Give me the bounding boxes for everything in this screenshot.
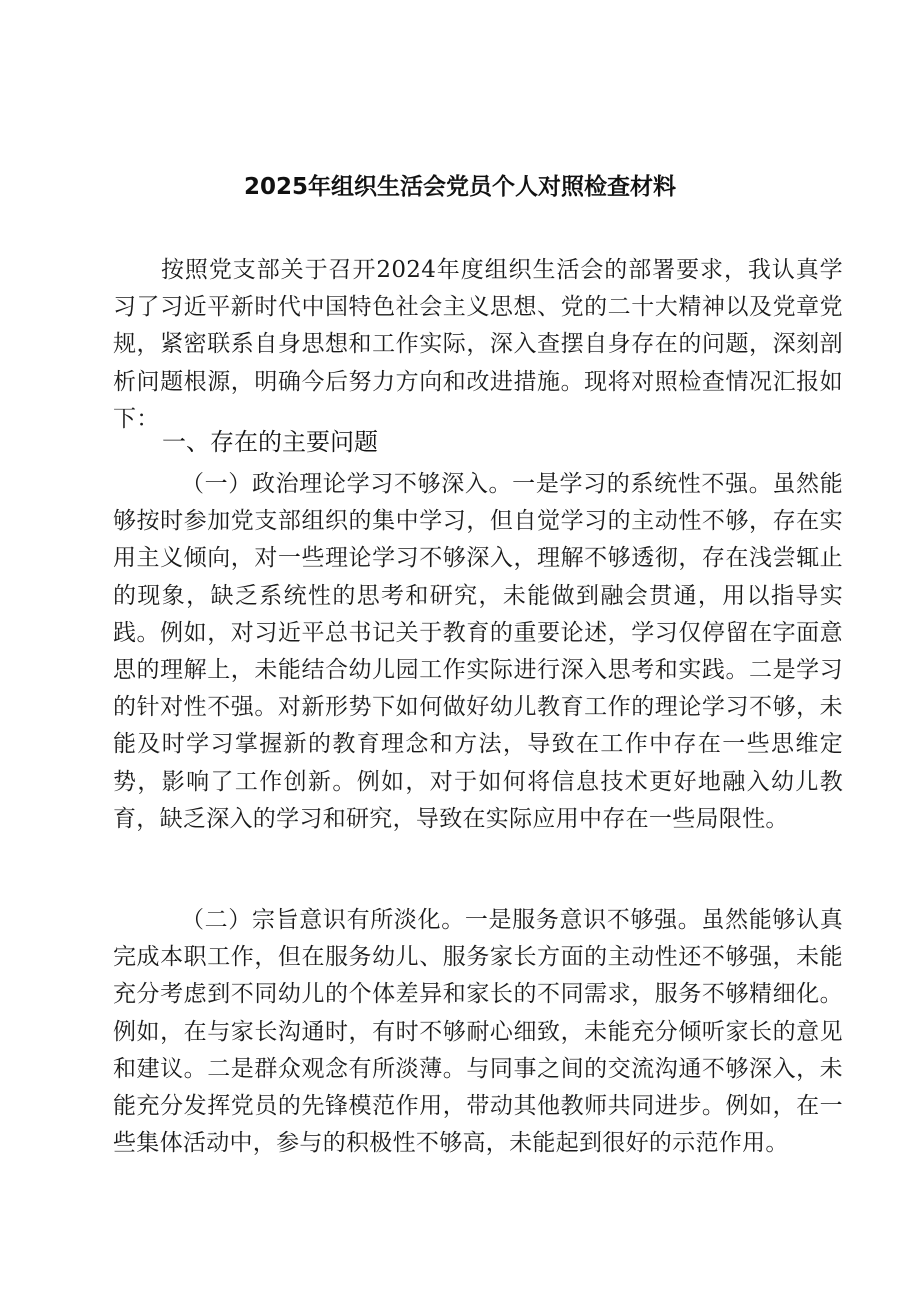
document-title: 2025年组织生活会党员个人对照检查材料 <box>243 174 676 200</box>
section-heading: 一、存在的主要问题 <box>162 428 378 456</box>
intro-paragraph: 按照党支部关于召开2024年度组织生活会的部署要求，我认真学习了习近平新时代中国特色社会主义思想、党的二十大精神以及党章党规，紧密联系自身思想和工作实际，深入查摆自身存在的问题，深刻剖析问题根源，明确今后努力方向和改进措施。现将对照检查情况汇报如下： <box>113 257 843 432</box>
paragraph-service-awareness: （二）宗旨意识有所淡化。一是服务意识不够强。虽然能够认真完成本职工作，但在服务幼儿、服务家长方面的主动性还不够强，未能充分考虑到不同幼儿的个体差异和家长的不同需求，服务不够精细化。例如，在与家长沟通时，有时不够耐心细致，未能充分倾听家长的意见和建议。二是群众观念有所淡薄。与同事之间的交流沟通不够深入，未能充分发挥党员的先锋模范作用，带动其他教师共同进步。例如，在一些集体活动中，参与的积极性不够高，未能起到很好的示范作用。 <box>113 907 843 1157</box>
paragraph-political-study: （一）政治理论学习不够深入。一是学习的系统性不强。虽然能够按时参加党支部组织的集中学习，但自觉学习的主动性不够，存在实用主义倾向，对一些理论学习不够深入，理解不够透彻，存在浅尝辄止的现象，缺乏系统性的思考和研究，未能做到融会贯通，用以指导实践。例如，对习近平总书记关于教育的重要论述，学习仅停留在字面意思的理解上，未能结合幼儿园工作实际进行深入思考和实践。二是学习的针对性不强。对新形势下如何做好幼儿教育工作的理论学习不够，未能及时学习掌握新的教育理念和方法，导致在工作中存在一些思维定势，影响了工作创新。例如，对于如何将信息技术更好地融入幼儿教育，缺乏深入的学习和研究，导致在实际应用中存在一些局限性。 <box>113 471 843 832</box>
